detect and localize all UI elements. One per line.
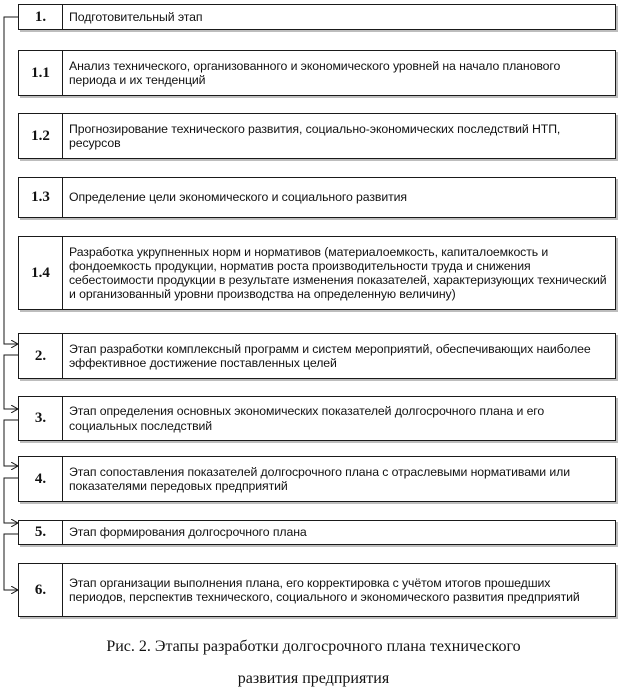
step-number: 1. [19,5,63,29]
step-box-6 [18,563,616,617]
step-number: 5. [19,521,63,544]
step-text: Подготовительный этап [69,9,203,24]
step-text: Этап разработки комплексный программ и систем мероприятий, обеспечивающих наиболее эффективное достижение поставленных целей [69,341,591,370]
connector-4-to-5 [4,478,18,523]
step-box-1-3 [18,177,616,218]
step-number: 2. [19,334,63,378]
step-number: 4. [19,457,63,501]
step-text: Этап сопоставления показателей долгосрочного плана с отраслевыми нормативами или показателями передовых предприятий [69,464,570,493]
connector-1-to-2 [4,17,18,344]
step-number: 1.1 [19,51,63,95]
step-number: 1.3 [19,178,63,217]
step-box-1-4 [18,236,616,310]
step-number: 1.2 [19,114,63,158]
step-box-3 [18,396,616,441]
step-text: Анализ технического, организованного и экономического уровней на начало планового периода и их тенденций [69,58,561,87]
step-number: 1.4 [19,237,63,309]
step-box-4 [18,456,616,502]
step-text: Этап формирования долгосрочного плана [69,525,307,540]
step-number: 6. [19,564,63,616]
step-text: Определение цели экономического и социального развития [69,190,407,205]
step-box-1-2 [18,113,616,159]
connector-5-to-6 [4,534,18,590]
step-text: Этап определения основных экономических показателей долгосрочного плана и его социальных последствий [69,404,545,433]
step-number: 3. [19,397,63,440]
connector-2-to-3 [4,355,18,409]
step-text: Этап организации выполнения плана, его корректировка с учётом итогов прошедших периодов, перспектив технического, социального и экономического развития предприятий [69,575,580,604]
step-box-1 [18,4,616,30]
step-box-5 [18,520,616,545]
connector-3-to-4 [4,420,18,466]
figure-caption-line-1: Рис. 2. Этапы разработки долгосрочного плана технического [106,638,521,655]
step-box-2 [18,333,616,379]
figure-caption-line-2: развития предприятия [237,670,390,687]
step-text: Разработка укрупненных норм и нормативов (материалоемкость, капиталоемкость и фондоемкость продукции, норматив роста производительности труда и снижения себестоимости продукции в результате изменения показателей, характеризующих технический и организованный уровни производства на определенную величину) [69,244,607,302]
step-box-1-1 [18,50,616,96]
step-text: Прогнозирование технического развития, социально-экономических последствий НТП, ресурсов [69,121,561,150]
